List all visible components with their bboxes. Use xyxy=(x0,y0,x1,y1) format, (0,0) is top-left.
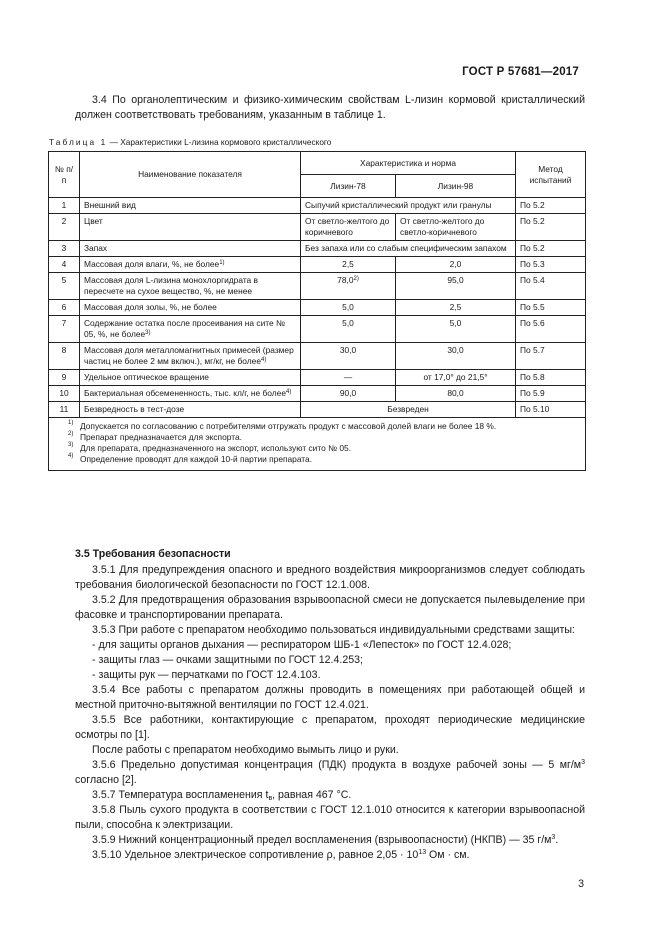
text-part: . xyxy=(555,834,559,846)
footnote-mark: 2) xyxy=(68,430,74,437)
row-method: По 5.2 xyxy=(516,214,586,241)
subscript: в xyxy=(268,795,273,802)
header-lysine-98: Лизин-98 xyxy=(396,175,516,198)
table-caption xyxy=(49,137,331,147)
row-num: 6 xyxy=(49,300,80,316)
table-caption-text: — Характеристики L-лизина кормового кристаллического xyxy=(107,137,332,147)
row-value-98: 30,0 xyxy=(396,343,516,370)
table-header-row xyxy=(49,152,586,175)
row-name: Безвредность в тест-дозе xyxy=(80,402,301,418)
table-row xyxy=(49,214,586,241)
table-row xyxy=(49,273,586,300)
row-name: Массовая доля L-лизина монохлоргидрата в пересчете на сухое вещество, %, не менее xyxy=(80,273,301,300)
paragraph-3-5-7 xyxy=(75,788,585,803)
header-lysine-78: Лизин-78 xyxy=(301,175,396,198)
table-row xyxy=(49,402,586,418)
row-value-78: 90,0 xyxy=(301,386,396,402)
row-value: Безвреден xyxy=(301,402,516,418)
row-value-98: 95,0 xyxy=(396,273,516,300)
row-value-78: 78,0 xyxy=(337,275,354,285)
footnote-ref: 4) xyxy=(260,357,267,363)
footnote-ref: 4) xyxy=(286,389,292,395)
row-num: 2 xyxy=(49,214,80,241)
paragraph-3-5-4: 3.5.4 Все работы с препаратом должны проводить в помещениях при работающей общей и местной приточно-вытяжной вентиляции по ГОСТ 12.4.021. xyxy=(75,684,585,711)
footnote-text: Препарат предназначается для экспорта. xyxy=(80,431,242,442)
row-method: По 5.2 xyxy=(516,198,586,214)
paragraph-3-5-6 xyxy=(75,758,585,788)
row-name: Запах xyxy=(80,241,301,257)
header-method: Метод испытаний xyxy=(516,152,586,198)
row-value-78: 30,0 xyxy=(301,343,396,370)
footnote xyxy=(66,432,496,443)
row-value-78: 5,0 xyxy=(301,300,396,316)
row-method: По 5.2 xyxy=(516,241,586,257)
row-value: Сыпучий кристаллический продукт или гранулы xyxy=(301,198,516,214)
table-footnotes xyxy=(66,421,496,465)
footnote-text: Определение проводят для каждой 10-й партии препарата. xyxy=(80,453,313,464)
text-part: 3.5.7 Температура воспламенения t xyxy=(92,789,269,801)
row-num: 3 xyxy=(49,241,80,257)
row-name: Удельное оптическое вращение xyxy=(80,370,301,386)
list-item-respiratory: - для защиты органов дыхания — респиратором ШБ-1 «Лепесток» по ГОСТ 12.4.028; xyxy=(92,639,512,651)
paragraph-3-5-5-continued: После работы с препаратом необходимо вымыть лицо и руки. xyxy=(92,744,399,756)
row-method: По 5.3 xyxy=(516,257,586,273)
footnote-text: Для препарата, предназначенного на экспорт, используют сито № 05. xyxy=(80,442,352,453)
text-part: , равная 467 °С. xyxy=(272,789,352,801)
row-method: По 5.8 xyxy=(516,370,586,386)
row-num: 8 xyxy=(49,343,80,370)
row-value-98: От светло-желтого до светло-коричневого xyxy=(396,214,516,241)
row-num: 1 xyxy=(49,198,80,214)
table-row xyxy=(49,386,586,402)
row-name: Массовая доля золы, %, не более xyxy=(80,300,301,316)
row-num: 10 xyxy=(49,386,80,402)
row-value-98: 5,0 xyxy=(396,316,516,343)
row-name-cell xyxy=(80,316,301,343)
row-value-98: 80,0 xyxy=(396,386,516,402)
paragraph-3-5-3: 3.5.3 При работе с препаратом необходимо пользоваться индивидуальными средствами защиты: xyxy=(92,624,575,636)
table-caption-label: Таблица 1 xyxy=(49,137,108,147)
text-part: Ом · см. xyxy=(426,849,470,861)
row-name: Содержание остатка после просеивания на сите № 05, %, не более xyxy=(84,318,285,339)
row-method: По 5.6 xyxy=(516,316,586,343)
text-part: согласно [2]. xyxy=(75,774,137,786)
footnote xyxy=(66,443,496,454)
row-value-78: От светло-желтого до коричневого xyxy=(301,214,396,241)
row-name-cell xyxy=(80,343,301,370)
row-name-cell xyxy=(80,386,301,402)
row-num: 7 xyxy=(49,316,80,343)
table-row xyxy=(49,257,586,273)
header-name: Наименование показателя xyxy=(80,152,301,198)
row-value-98: 2,0 xyxy=(396,257,516,273)
row-name: Массовая доля металломагнитных примесей (размер частиц не более 2 мм включ.), мг/кг, не более xyxy=(84,345,294,366)
row-value-78: 5,0 xyxy=(301,316,396,343)
footnote-ref: 2) xyxy=(353,276,359,282)
row-num: 9 xyxy=(49,370,80,386)
text-part: 3.5.9 Нижний концентрационный предел воспламенения (взрывоопасности) (НКПВ) — 35 г/м xyxy=(92,834,552,846)
row-name: Внешний вид xyxy=(80,198,301,214)
table-row xyxy=(49,370,586,386)
row-method: По 5.9 xyxy=(516,386,586,402)
row-value-78: — xyxy=(301,370,396,386)
row-value-78: 2,5 xyxy=(301,257,396,273)
superscript: 3 xyxy=(581,759,585,766)
row-method: По 5.7 xyxy=(516,343,586,370)
row-value: Без запаха или со слабым специфическим запахом xyxy=(301,241,516,257)
footnote-mark: 3) xyxy=(68,441,74,448)
text-part: 3.5.10 Удельное электрическое сопротивление ρ, равное 2,05 · 10 xyxy=(92,849,419,861)
intro-paragraph: 3.4 По органолептическим и физико-химическим свойствам L-лизин кормовой кристаллический должен соответствовать требованиям, указанным в таблице 1. xyxy=(75,94,585,121)
row-method: По 5.4 xyxy=(516,273,586,300)
table-row xyxy=(49,241,586,257)
row-name: Массовая доля влаги, %, не более xyxy=(84,259,220,269)
row-num: 5 xyxy=(49,273,80,300)
footnote xyxy=(66,421,496,432)
paragraph-3-5-10 xyxy=(75,848,585,863)
footnote-ref: 1) xyxy=(219,260,225,266)
row-value-98: от 17,0° до 21,5° xyxy=(396,370,516,386)
row-num: 11 xyxy=(49,402,80,418)
list-item-eyes: - защиты глаз — очками защитными по ГОСТ 12.4.253; xyxy=(92,654,363,666)
footnote-mark: 4) xyxy=(68,452,74,459)
section-title: 3.5 Требования безопасности xyxy=(75,548,231,560)
table-row xyxy=(49,343,586,370)
document-code: ГОСТ Р 57681—2017 xyxy=(462,66,579,78)
superscript: 3 xyxy=(551,834,556,841)
paragraph-3-5-2: 3.5.2 Для предотвращения образования взрывоопасной смеси не допускается пылевыделение при фасовке и транспортировании препарата. xyxy=(75,594,585,621)
row-num: 4 xyxy=(49,257,80,273)
table-row xyxy=(49,198,586,214)
superscript: 13 xyxy=(418,849,427,856)
page-number: 3 xyxy=(578,878,584,890)
paragraph-3-5-9 xyxy=(75,833,585,848)
table-row xyxy=(49,316,586,343)
row-name-cell xyxy=(80,257,301,273)
footnote-ref: 3) xyxy=(145,330,151,336)
row-name: Цвет xyxy=(80,214,301,241)
table-row xyxy=(49,300,586,316)
footnote-text: Допускается по согласованию с потребителями отгружать продукт с массовой долей влаги не более 18 %. xyxy=(80,420,497,431)
row-value-98: 2,5 xyxy=(396,300,516,316)
header-num: № п/п xyxy=(49,152,80,198)
paragraph-3-5-8: 3.5.8 Пыль сухого продукта в соответствии с ГОСТ 12.1.010 относится к категории взрывоопасной пыли, способна к электризации. xyxy=(75,804,585,831)
paragraph-3-5-5: 3.5.5 Все работники, контактирующие с препаратом, проходят периодические медицинские осмотры по [1]. xyxy=(75,714,585,741)
text-part: 3.5.6 Предельно допустимая концентрация (ПДК) продукта в воздухе рабочей зоны — 5 мг/м xyxy=(92,759,582,771)
row-method: По 5.5 xyxy=(516,300,586,316)
row-method: По 5.10 xyxy=(516,402,586,418)
footnote xyxy=(66,454,496,465)
footnote-mark: 1) xyxy=(68,419,74,426)
header-characteristic: Характеристика и норма xyxy=(301,152,516,175)
paragraph-3-5-1: 3.5.1 Для предупреждения опасного и вредного воздействия микроорганизмов следует соблюдать требования биологической безопасности по ГОСТ 12.1.008. xyxy=(75,564,585,591)
list-item-hands: - защиты рук — перчатками по ГОСТ 12.4.103. xyxy=(92,669,321,681)
row-value-78-cell xyxy=(301,273,396,300)
row-name: Бактериальная обсемененность, тыс. кл/г, не более xyxy=(84,388,286,398)
